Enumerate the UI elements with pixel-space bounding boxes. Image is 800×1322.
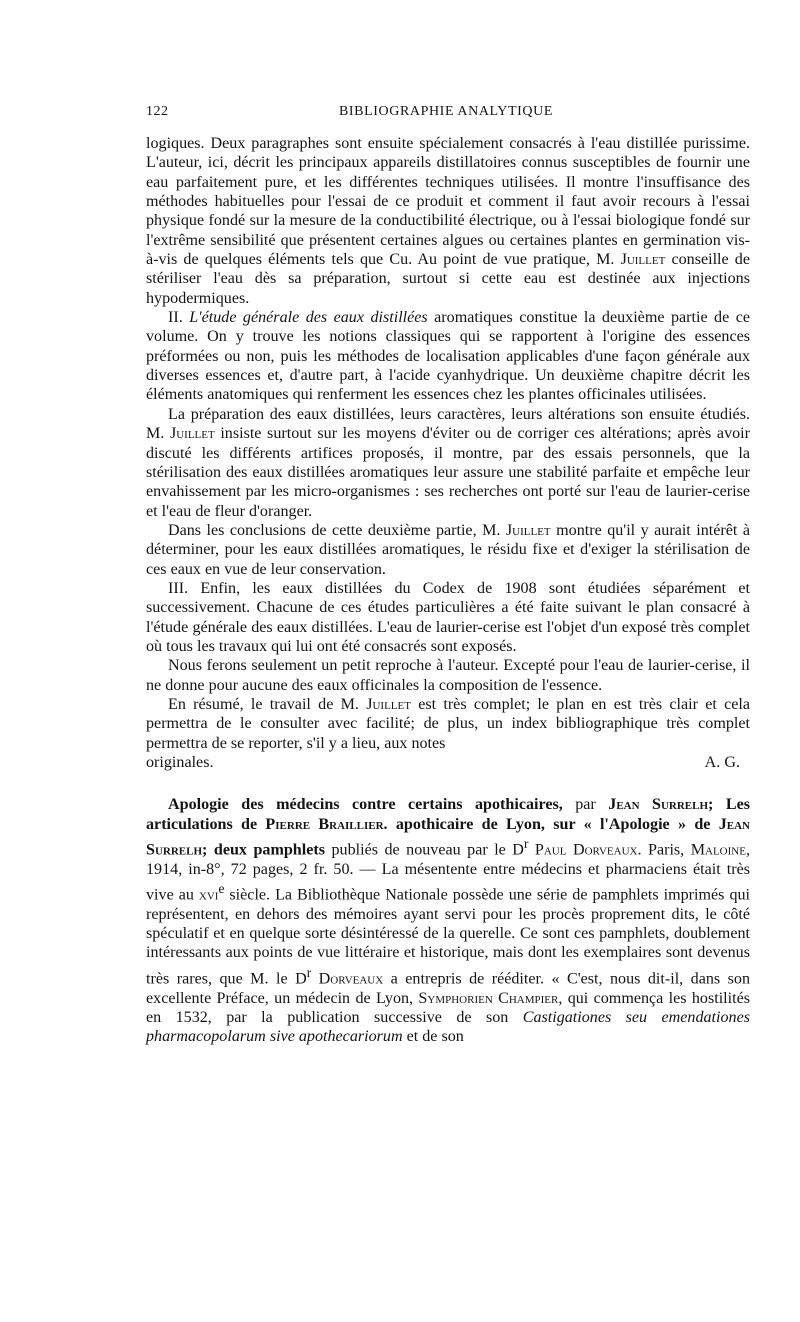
book-title: Apologie des médecins contre certains apothicaires, <box>168 796 563 814</box>
author-name: Pierre Braillier. <box>265 815 388 833</box>
paragraph-1: logiques. Deux paragraphes sont ensuite spécialement consacrés à l'eau distillée purissime. L'auteur, ici, décrit les principaux appareils distillatoires connus susceptibles de fournir une eau parfaitement pure, et les différentes techniques utilisées. Il montre l'insuffisance des méthodes habituelles pour l'essai de ce produit et comment il faut avoir recours à l'essai physique fondé sur la mesure de la conductibilité électrique, ou à l'essai biologique fondé sur l'extrême sensibilité que présentent certaines algues ou certaines plantes en germination vis-à-vis de quelques éléments tels que Cu. Au point de vue pratique, M. Juillet conseille de stériliser l'eau dès sa préparation, surtout si cette eau est destinée aux injections hypodermiques. <box>146 135 750 307</box>
author-name: Juillet <box>366 695 411 713</box>
running-head <box>146 104 750 134</box>
paragraph-3: La préparation des eaux distillées, leurs caractères, leurs altérations son ensuite étudiés. M. Juillet insiste surtout sur les moyens d'éviter ou de corriger ces altérations; après avoir discuté les différents artifices proposés, il montre, par des essais personnels, que la stérilisation des eaux distillées aromatiques leur assure une stabilité parfaite et empêche leur envahissement par les micro-organismes : ses recherches ont porté sur l'eau de laurier-cerise et l'eau de fleur d'oranger. <box>146 405 751 520</box>
paragraph-6: Nous ferons seulement un petit reproche à l'auteur. Excepté pour l'eau de laurier-cerise, il ne donne pour aucune des eaux officinales la composition de l'essence. <box>146 657 750 694</box>
paragraph-2: II. L'étude générale des eaux distillées aromatiques constitue la deuxième partie de ce volume. On y trouve les notions classiques qui se rapportent à l'origine des essences préformées ou non, puis les méthodes de localisation applicables d'une façon générale aux diverses essences et, d'autre part, à l'acide cyanhydrique. Un deuxième chapitre décrit les éléments anatomiques qui renferment les essences chez les plantes officinales utilisées. <box>146 309 750 404</box>
author-name: Juillet <box>505 521 551 539</box>
author-name: Jean Surrelh <box>608 796 709 814</box>
paragraph-4: Dans les conclusions de cette deuxième partie, M. Juillet montre qu'il y aurait intérêt à déterminer, pour les eaux distillées aromatiques, le résidu fixe et d'exiger la stérilisation de ces eaux en vue de leur conservation. <box>146 521 750 578</box>
editor-name: Dorveaux <box>318 970 384 988</box>
reviewer-initials: A. G. <box>704 754 740 771</box>
book-title: deux pamphlets <box>213 841 325 859</box>
paragraph-7: En résumé, le travail de M. Juillet est très complet; le plan en est très clair et cela permettra de le consulter avec facilité; de plus, un index bibliographique très complet permettra de se reporter, s'il y a lieu, aux notes <box>146 695 750 752</box>
paragraph-5: III. Enfin, les eaux distillées du Codex de 1908 sont étudiées séparément et successivement. Chacune de ces études particulières a été faite suivant le plan consacré à l'étude générale des eaux distillées. L'eau de laurier-cerise est l'objet d'un exposé très complet où tous les travaux qui lui ont été consacrés sont exposés. <box>146 579 750 655</box>
book-title: Les articulations de <box>146 796 751 833</box>
person-name: Symphorien Champier <box>418 989 559 1007</box>
review-entry: Apologie des médecins contre certains apothicaires, par Jean Surrelh; Les articulations de Pierre Braillier. apothicaire de Lyon, sur « l'Apologie » de Jean Surrelh; deux pamphlets publiés de nouveau par le $D^r$ Paul Dorveaux. Paris, Maloine, 1914, in-8°, 72 pages, 2 fr. 50. — La mésentente entre médecins et pharmaciens était très vive au xvi$^e$ siècle. La Bibliothèque Nationale possède une série de pamphlets imprimés qui représentent, en dehors des mémoires ayant servi pour les procès proprement dits, le côté spéculatif et en quelque sorte désintéressé de la querelle. Ce sont ces pamphlets, doublement intéressants aux points de vue littéraire et historique, mais dont les exemplaires sont devenus très rares, que M. le $D^r$ Dorveaux a entrepris de rééditer. « C'est, nous dit-il, dans son excellente Préface, un médecin de Lyon, Symphorien Champier, qui commença les hostilités en 1532, par la publication successive de son Castigationes seu emendationes pharmacopolarum sive apothecariorum et de son <box>146 796 751 1046</box>
page <box>146 104 750 1047</box>
closing-word: originales. <box>146 754 214 771</box>
author-name: Juillet <box>620 251 666 269</box>
work-title: Castigationes seu emendationes pharmacopolarum sive apothecariorum <box>146 1008 751 1046</box>
signature-line <box>146 753 750 772</box>
author-name: Juillet <box>169 425 215 443</box>
page-number: 122 <box>146 104 169 119</box>
book-title: apothicaire de Lyon, sur « l'Apologie » de <box>395 815 711 833</box>
author-name: Jean Surrelh <box>146 815 750 859</box>
running-title: BIBLIOGRAPHIE ANALYTIQUE <box>338 104 554 119</box>
section-title: L'étude générale des eaux distillées <box>189 309 428 327</box>
publisher-name: Maloine <box>690 841 746 859</box>
editor-name: Paul Dorveaux <box>534 841 638 859</box>
